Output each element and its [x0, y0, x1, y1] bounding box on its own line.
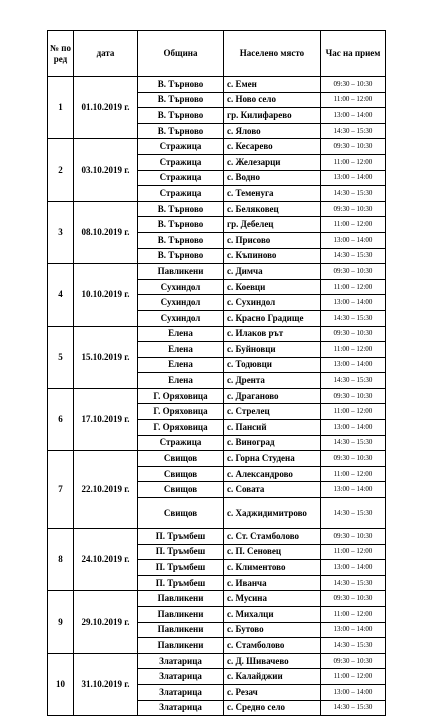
- municipality-cell: В. Търново: [138, 123, 224, 139]
- place-cell: с. Илаков рът: [224, 326, 321, 342]
- time-cell: 11:00 – 12:00: [321, 466, 386, 482]
- place-cell: с. Ялово: [224, 123, 321, 139]
- table-row: [48, 326, 386, 342]
- place-cell: с. Иванча: [224, 575, 321, 591]
- municipality-cell: Сухиндол: [138, 295, 224, 311]
- time-cell: 14:30 – 15:30: [321, 186, 386, 202]
- time-cell: 09:30 – 10:30: [321, 388, 386, 404]
- time-cell: 09:30 – 10:30: [321, 529, 386, 545]
- place-cell: с. Присово: [224, 232, 321, 248]
- group-number: 7: [48, 451, 74, 529]
- table-row: [48, 653, 386, 669]
- time-cell: 14:30 – 15:30: [321, 498, 386, 529]
- time-cell: 11:00 – 12:00: [321, 92, 386, 108]
- municipality-cell: П. Тръмбеш: [138, 560, 224, 576]
- time-cell: 13:00 – 14:00: [321, 170, 386, 186]
- municipality-cell: Свищов: [138, 466, 224, 482]
- municipality-cell: В. Търново: [138, 92, 224, 108]
- group-date: 03.10.2019 г.: [74, 139, 138, 201]
- time-cell: 09:30 – 10:30: [321, 201, 386, 217]
- municipality-cell: Стражица: [138, 170, 224, 186]
- table-row: [48, 77, 386, 93]
- place-cell: с. Буйновци: [224, 342, 321, 358]
- municipality-cell: Свищов: [138, 451, 224, 467]
- municipality-cell: Павликени: [138, 638, 224, 654]
- time-cell: 13:00 – 14:00: [321, 684, 386, 700]
- place-cell: с. Бутово: [224, 622, 321, 638]
- municipality-cell: Златарица: [138, 653, 224, 669]
- municipality-cell: Г. Оряховица: [138, 404, 224, 420]
- header-time: Час на прием: [321, 31, 386, 77]
- place-cell: с. Климентово: [224, 560, 321, 576]
- place-cell: с. Пансий: [224, 420, 321, 436]
- table-row: [48, 591, 386, 607]
- place-cell: с. Хаджидимитрово: [224, 498, 321, 529]
- place-cell: с. Сухиндол: [224, 295, 321, 311]
- time-cell: 09:30 – 10:30: [321, 139, 386, 155]
- group-number: 10: [48, 653, 74, 715]
- municipality-cell: Стражица: [138, 435, 224, 451]
- time-cell: 09:30 – 10:30: [321, 653, 386, 669]
- place-cell: с. Димча: [224, 264, 321, 280]
- place-cell: с. Александрово: [224, 466, 321, 482]
- table-header-row: [48, 31, 386, 77]
- municipality-cell: Елена: [138, 342, 224, 358]
- group-date: 15.10.2019 г.: [74, 326, 138, 388]
- municipality-cell: В. Търново: [138, 77, 224, 93]
- place-cell: с. Красно Градище: [224, 310, 321, 326]
- time-cell: 11:00 – 12:00: [321, 154, 386, 170]
- time-cell: 13:00 – 14:00: [321, 108, 386, 124]
- place-cell: с. Резач: [224, 684, 321, 700]
- municipality-cell: П. Тръмбеш: [138, 575, 224, 591]
- time-cell: 14:30 – 15:30: [321, 248, 386, 264]
- municipality-cell: Златарица: [138, 669, 224, 685]
- time-cell: 13:00 – 14:00: [321, 232, 386, 248]
- place-cell: с. Кесарево: [224, 139, 321, 155]
- header-municipality: Община: [138, 31, 224, 77]
- place-cell: гр. Дебелец: [224, 217, 321, 233]
- header-number: № по ред: [48, 31, 74, 77]
- place-cell: с. Д. Шивачево: [224, 653, 321, 669]
- table-row: [48, 529, 386, 545]
- place-cell: с. Дрента: [224, 373, 321, 389]
- table-row: [48, 451, 386, 467]
- municipality-cell: Златарица: [138, 700, 224, 716]
- municipality-cell: П. Тръмбеш: [138, 529, 224, 545]
- place-cell: с. Къпиново: [224, 248, 321, 264]
- municipality-cell: Павликени: [138, 607, 224, 623]
- municipality-cell: В. Търново: [138, 232, 224, 248]
- time-cell: 11:00 – 12:00: [321, 279, 386, 295]
- municipality-cell: Елена: [138, 373, 224, 389]
- place-cell: с. Мусина: [224, 591, 321, 607]
- municipality-cell: В. Търново: [138, 108, 224, 124]
- group-number: 4: [48, 264, 74, 326]
- group-number: 3: [48, 201, 74, 263]
- time-cell: 13:00 – 14:00: [321, 420, 386, 436]
- time-cell: 14:30 – 15:30: [321, 575, 386, 591]
- time-cell: 13:00 – 14:00: [321, 622, 386, 638]
- header-place: Населено място: [224, 31, 321, 77]
- group-date: 17.10.2019 г.: [74, 388, 138, 450]
- group-number: 1: [48, 77, 74, 139]
- municipality-cell: Златарица: [138, 684, 224, 700]
- group-date: 01.10.2019 г.: [74, 77, 138, 139]
- place-cell: с. Теменуга: [224, 186, 321, 202]
- time-cell: 11:00 – 12:00: [321, 544, 386, 560]
- place-cell: с. Виноград: [224, 435, 321, 451]
- place-cell: с. Михалци: [224, 607, 321, 623]
- header-date: дата: [74, 31, 138, 77]
- place-cell: с. Средно село: [224, 700, 321, 716]
- time-cell: 09:30 – 10:30: [321, 451, 386, 467]
- place-cell: с. П. Сеновец: [224, 544, 321, 560]
- municipality-cell: Стражица: [138, 154, 224, 170]
- table-row: [48, 264, 386, 280]
- place-cell: с. Тодювци: [224, 357, 321, 373]
- table-body: [48, 77, 386, 716]
- time-cell: 14:30 – 15:30: [321, 638, 386, 654]
- group-number: 6: [48, 388, 74, 450]
- municipality-cell: В. Търново: [138, 217, 224, 233]
- municipality-cell: Свищов: [138, 482, 224, 498]
- group-date: 24.10.2019 г.: [74, 529, 138, 591]
- municipality-cell: П. Тръмбеш: [138, 544, 224, 560]
- municipality-cell: Павликени: [138, 591, 224, 607]
- group-number: 9: [48, 591, 74, 653]
- place-cell: с. Совата: [224, 482, 321, 498]
- group-date: 10.10.2019 г.: [74, 264, 138, 326]
- place-cell: с. Водно: [224, 170, 321, 186]
- municipality-cell: Елена: [138, 326, 224, 342]
- place-cell: с. Горна Студена: [224, 451, 321, 467]
- time-cell: 09:30 – 10:30: [321, 326, 386, 342]
- municipality-cell: Стражица: [138, 186, 224, 202]
- time-cell: 11:00 – 12:00: [321, 607, 386, 623]
- municipality-cell: В. Търново: [138, 201, 224, 217]
- group-date: 31.10.2019 г.: [74, 653, 138, 715]
- municipality-cell: Елена: [138, 357, 224, 373]
- time-cell: 09:30 – 10:30: [321, 591, 386, 607]
- table-row: [48, 139, 386, 155]
- group-number: 5: [48, 326, 74, 388]
- municipality-cell: В. Търново: [138, 248, 224, 264]
- place-cell: гр. Килифарево: [224, 108, 321, 124]
- municipality-cell: Г. Оряховица: [138, 388, 224, 404]
- time-cell: 14:30 – 15:30: [321, 700, 386, 716]
- time-cell: 14:30 – 15:30: [321, 310, 386, 326]
- table-row: [48, 388, 386, 404]
- time-cell: 11:00 – 12:00: [321, 404, 386, 420]
- group-number: 2: [48, 139, 74, 201]
- table-row: [48, 201, 386, 217]
- municipality-cell: Свищов: [138, 498, 224, 529]
- place-cell: с. Коевци: [224, 279, 321, 295]
- schedule-table: [47, 30, 386, 716]
- time-cell: 11:00 – 12:00: [321, 342, 386, 358]
- group-date: 08.10.2019 г.: [74, 201, 138, 263]
- time-cell: 09:30 – 10:30: [321, 77, 386, 93]
- place-cell: с. Стрелец: [224, 404, 321, 420]
- group-date: 22.10.2019 г.: [74, 451, 138, 529]
- time-cell: 11:00 – 12:00: [321, 669, 386, 685]
- municipality-cell: Г. Оряховица: [138, 420, 224, 436]
- place-cell: с. Беляковец: [224, 201, 321, 217]
- municipality-cell: Павликени: [138, 264, 224, 280]
- municipality-cell: Сухиндол: [138, 310, 224, 326]
- time-cell: 11:00 – 12:00: [321, 217, 386, 233]
- place-cell: с. Калайджии: [224, 669, 321, 685]
- municipality-cell: Павликени: [138, 622, 224, 638]
- time-cell: 13:00 – 14:00: [321, 357, 386, 373]
- municipality-cell: Стражица: [138, 139, 224, 155]
- time-cell: 13:00 – 14:00: [321, 560, 386, 576]
- place-cell: с. Ст. Стамболово: [224, 529, 321, 545]
- place-cell: с. Ново село: [224, 92, 321, 108]
- place-cell: с. Емен: [224, 77, 321, 93]
- place-cell: с. Железарци: [224, 154, 321, 170]
- time-cell: 14:30 – 15:30: [321, 123, 386, 139]
- place-cell: с. Стамболово: [224, 638, 321, 654]
- time-cell: 14:30 – 15:30: [321, 373, 386, 389]
- group-number: 8: [48, 529, 74, 591]
- municipality-cell: Сухиндол: [138, 279, 224, 295]
- time-cell: 13:00 – 14:00: [321, 295, 386, 311]
- time-cell: 09:30 – 10:30: [321, 264, 386, 280]
- group-date: 29.10.2019 г.: [74, 591, 138, 653]
- time-cell: 14:30 – 15:30: [321, 435, 386, 451]
- place-cell: с. Драганово: [224, 388, 321, 404]
- time-cell: 13:00 – 14:00: [321, 482, 386, 498]
